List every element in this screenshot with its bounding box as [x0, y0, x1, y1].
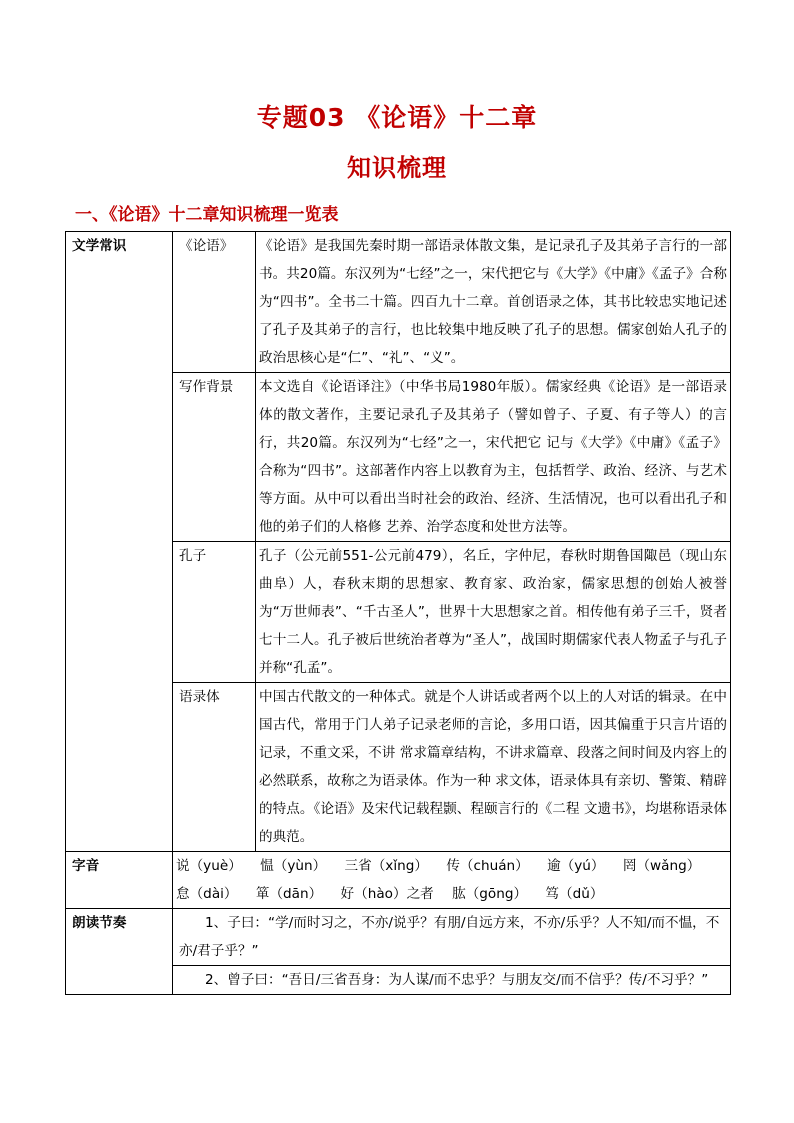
- pronunciation-item: 说（yuè）: [176, 858, 242, 874]
- section-heading: 一、《论语》十二章知识梳理一览表: [75, 205, 339, 225]
- description-cell: 《论语》是我国先秦时期一部语录体散文集，是记录孔子及其弟子言行的一部书。共20篇。东汉列为“七经”之一，宋代把它与《大学》《中庸》《孟子》合称为“四书”。全书二十篇。四百九十二章。首创语录之体，其书比较忠实地记述了孔子及其弟子的言行，也比较集中地反映了孔子的思想。儒家创始人孔子的政治思核心是“仁”、“礼”、“义”。: [256, 232, 731, 373]
- pronunciation-item: 箪（dān）: [255, 886, 323, 902]
- pronunciation-item: 怠（dài）: [176, 886, 238, 902]
- subcategory-cell: 《论语》: [173, 232, 256, 373]
- pronunciation-item: 肱（gōng）: [452, 886, 528, 902]
- category-cell-pronunciation: 字音: [66, 852, 173, 909]
- knowledge-table: [65, 231, 731, 995]
- description-cell: 本文选自《论语译注》（中华书局1980年版）。儒家经典《论语》是一部语录体的散文著作，主要记录孔子及其弟子（譬如曾子、子夏、有子等人）的言行，共20篇。东汉列为“七经”之一，宋代把它 记与《大学》《中庸》《孟子》合称为“四书”。这部著作内容上以教育为主，包括哲学、政治、经济、与艺术等方面。从中可以看出当时社会的政治、经济、生活情况，也可以看出孔子和他的弟子们的人格修 艺养、治学态度和处世方法等。: [256, 373, 731, 542]
- page-subtitle: 知识梳理: [347, 154, 447, 182]
- subcategory-cell: 孔子: [173, 542, 256, 683]
- page-title: 专题03 《论语》十二章: [256, 103, 538, 132]
- pronunciation-item: 传（chuán）: [446, 858, 529, 874]
- pronunciation-item: 笃（dǔ）: [545, 886, 604, 902]
- rhythm-line: 1、子曰：“学/而时习之，不亦/说乎？有朋/自远方来，不亦/乐乎？人不知/而不愠，不亦/君子乎？”: [173, 909, 731, 966]
- table-row: [66, 232, 731, 373]
- table-row: [66, 909, 731, 966]
- pronunciation-item: 逾（yú）: [547, 858, 605, 874]
- table-row: [66, 852, 731, 909]
- description-cell: 中国古代散文的一种体式。就是个人讲话或者两个以上的人对话的辑录。在中国古代，常用于门人弟子记录老师的言论，多用口语，因其偏重于只言片语的记录，不重文采，不讲 常求篇章结构，不讲求篇章、段落之间时间及内容上的必然联系，故称之为语录体。作为一种 求文体，语录体具有亲切、警策、精辟的特点。《论语》及宋代记载程颢、程颐言行的《二程 文遗书》，均堪称语录体的典范。: [256, 683, 731, 852]
- pronunciation-item: 罔（wǎng）: [622, 858, 701, 874]
- rhythm-line: 2、曾子曰：“吾日/三省吾身：为人谋/而不忠乎？与朋友交/而不信乎？传/不习乎？”: [173, 966, 731, 995]
- category-cell-literature: 文学常识: [66, 232, 173, 852]
- pronunciation-cell: [173, 852, 731, 909]
- pronunciation-item: 三省（xǐng）: [344, 858, 428, 874]
- subcategory-cell: 写作背景: [173, 373, 256, 542]
- pronunciation-item: 好（hào）之者: [340, 886, 434, 902]
- description-cell: 孔子（公元前551-公元前479），名丘，字仲尼，春秋时期鲁国陬邑（现山东曲阜）人，春秋末期的思想家、教育家、政治家，儒家思想的创始人被誉为“万世师表”、“千古圣人”，世界十大思想家之首。相传他有弟子三千，贤者七十二人。孔子被后世统治者尊为“圣人”，战国时期儒家代表人物孟子与孔子并称“孔孟”。: [256, 542, 731, 683]
- category-cell-rhythm: 朗读节奏: [66, 909, 173, 995]
- pronunciation-item: 愠（yùn）: [260, 858, 327, 874]
- subcategory-cell: 语录体: [173, 683, 256, 852]
